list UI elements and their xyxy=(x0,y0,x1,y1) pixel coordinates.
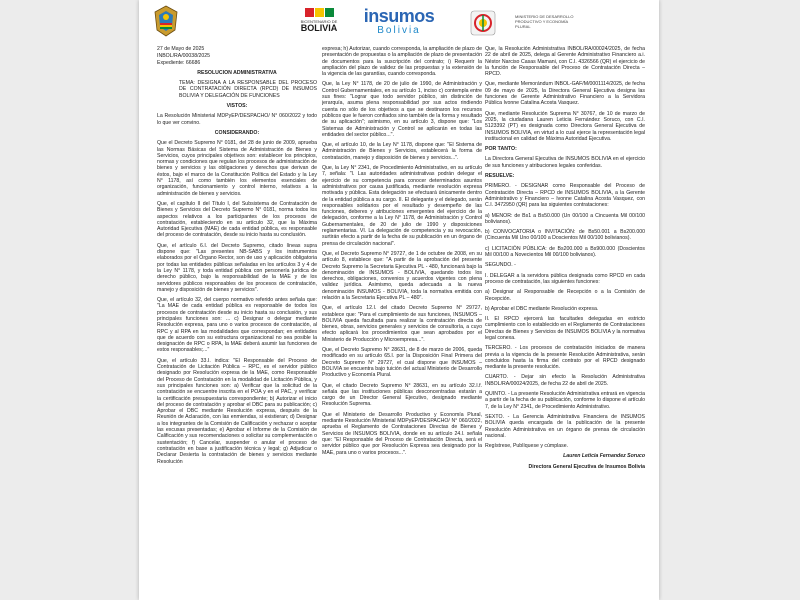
document-tema: TEMA: DESIGNA A LA RESPONSABLE DEL PROCESO DE CONTRATACIÓN DIRECTA (RPCD) DE INSUMOS BOLIVIA Y DELEGACIÓN DE FUNCIONES xyxy=(179,80,317,99)
resuelve-item: QUINTO. - La presente Resolución Administrativa entrará en vigencia a partir de la fecha de su publicación, conforme lo dispone el artículo 7, de la Ley N° 2341, de Procedimiento Administrativo. xyxy=(485,391,645,410)
bicentenario-country: BOLIVIA xyxy=(300,23,338,33)
header-logos xyxy=(139,0,659,44)
col2-paragraph: Que, el Decreto Supremo N° 28631, de 8 de marzo de 2006, queda modificado en su artículo 65.I. por la Disposición Final Primera del Decreto Supremo N° 29727, el cual dispone que INSUMOS – BOLIVIA se encuentra bajo tuición del actual Ministerio de Desarrollo Productivo y Economía Plural. xyxy=(322,347,482,379)
col2-paragraph: Que, la Ley N° 2341, de Procedimiento Administrativo, en su artículo 7, señala: "I. Las autoridades administrativas podrán delegar el ejercicio de su competencia para conocer determinados asuntos administrativos por causa justificada, mediante resolución expresa motivada y pública. Esta delegación se efectuará únicamente dentro de la entidad pública a su cargo. II. El delegante y el delegado, serán responsables solidarios por el resultado y desempeño de las funciones, deberes y atribuciones emergentes del ejercicio de la delegación, conforme a la Ley N° 1178, de Administración y Control Gubernamentales, de 20 de julio de 1990 y disposiciones reglamentarias. VI. La delegación de competencia y su revocación, surtirán efecto a partir de la fecha de su publicación en un órgano de prensa de circulación nacional". xyxy=(322,165,482,247)
bic-red-square xyxy=(305,8,314,17)
insumos-country: Bolivia xyxy=(377,25,421,36)
document-date: 27 de Mayo de 2025 xyxy=(157,46,205,52)
col2-paragraph: Que, la Ley N° 1178, de 20 de julio de 1990, de Administración y Control Gubernamentales, en su artículo 1, inciso c) contempla entre sus fines: "Lograr que todo servidor público, sin distinción de jerarquía, asuma plena responsabilidad por sus actos rindiendo cuenta no sólo de los objetivos a que se destinaron los recursos públicos que le fueron confiados sino también de la forma y resultado de su aplicación"; asimismo, en su artículo 3, dispone que: "Los Sistemas de Administración y Control se aplicarán en todas las entidades del sector público...". xyxy=(322,81,482,138)
bic-green-square xyxy=(325,8,334,17)
resuelve-item: a) MENOR: de Bs1 a Bs50.000 (Un 00/100 a Cincuenta Mil 00/100 bolivianos). xyxy=(485,212,645,225)
col3-paragraph: Que, mediante Memorándum INBOL-GAF/M/0001114/2025, de fecha 09 de mayo de 2025, la Directora General Ejecutiva designa las funciones de Gerente Administrativo Financiero a la Servidora Pública Ivonne Catalina Acosta Vasquez. xyxy=(485,81,645,107)
document-reference: INBOL/RA/00038/2025 xyxy=(157,53,211,60)
resuelve-item: SEGUNDO. - xyxy=(485,262,516,269)
col2-paragraph: Que, el citado Decreto Supremo N° 28631, en su artículo 32.I.f. señala que las instituciones públicas desconcentradas estarán a cargo de un Director General Ejecutivo, designado mediante Resolución Suprema. xyxy=(322,382,482,408)
resuelve-item: I. DELEGAR a la servidora pública designada como RPCD en cada proceso de contratación, las siguientes funciones: xyxy=(485,272,645,285)
col1-paragraph: Que, el artículo 6.I. del Decreto Supremo, citado líneas supra dispone que: "Las presentes NB-SABS y los instrumentos elaborados por el Órgano Rector, son de uso y aplicación obligatoria por todas las entidades públicas señaladas en los artículos 3 y 4 de la Ley N° 1178, y toda entidad pública con personería jurídica de derecho público, bajo la responsabilidad de la MAE y de los servidores públicos responsables de los procesos de contratación, manejo y disposición de bienes y servicios". xyxy=(157,242,317,293)
resuelve-heading: RESUELVE: xyxy=(485,173,515,180)
document-expediente: Expediente: 66686 xyxy=(157,59,201,66)
col3-paragraph: Que, mediante Resolución Suprema N° 30767, de 10 de marzo de 2025, la ciudadana Lauren Leticia Fernández Soruco, con C.I. 5123392 (PT) es designada como Directora General Ejecutiva de INSUMOS BOLIVIA, en virtud a lo cual ejerce la representación legal institucional en calidad de Máxima Autoridad Ejecutiva. xyxy=(485,110,645,142)
col2-paragraph: expresa; h) Autorizar, cuando corresponda, la ampliación de plazo de presentación de propuestas o la ampliación de plazo de presentación de documentos para la suscripción del contrato; i) Requerir la ampliación del plazo de validez de las propuestas y la extensión de la vigencia de las garantías, cuando corresponda. xyxy=(322,46,482,78)
resolution-text xyxy=(139,46,659,600)
vistos-text: La Resolución Ministerial MDPyEP/DESPACHO/ N° 060/2022 y todo lo que ver convino. xyxy=(157,113,317,126)
insumos-word: insumos xyxy=(363,6,435,26)
vistos-heading: VISTOS: xyxy=(226,103,248,110)
resuelve-item: c) LICITACIÓN PÚBLICA: de Bs200.000 a Bs900.000 (Doscientos Mil 00/100 a Novecientos Mil 00/100 bolivianos). xyxy=(485,245,645,259)
resuelve-item: b) Aprobar el DBC mediante Resolución expresa. xyxy=(485,305,599,312)
col2-paragraph: Que, el artículo 12.I. del citado Decreto Supremo N° 29727, establece que: "Para el cumplimiento de sus funciones, INSUMOS – BOLIVIA queda facultada para realizar la contratación directa de bienes, obras, servicios generales y servicios de consultoría, a cuyo efecto aplicará los procedimientos que sean aprobados por el Ministerio de Producción y Microempresa...". xyxy=(322,305,482,343)
col1-paragraph: Que, el artículo 33.I. indica: "El Responsable del Proceso de Contratación de Licitación Pública – RPC, es el servidor público designado por Resolución expresa de la MAE, como Responsable del Proceso de Contratación en la modalidad de Licitación Pública, y sus principales funciones son: a) Verificar que la solicitud de la contratación se encuentre inscrita en el POA y en el PAC, y verificar la certificación presupuestaria correspondiente; b) Autorizar el inicio del proceso de contratación y aprobar el DBC para su publicación; c) Aprobar el DBC mediante Resolución expresa, después de la Reunión de Aclaración, con las enmiendas, si existieran; d) Designar a los integrantes de la Comisión de Calificación y rechazar o aceptar las excusas presentadas; e) Aprobar el Informe de la Comisión de Calificación y sus recomendaciones o solicitar su complementación o sustentación; f) Cancelar, suspender o anular el proceso de contratación en base a justificación técnica y legal; g) Adjudicar o Declarar Desierta la contratación de bienes y servicios mediante Resolución xyxy=(157,357,317,465)
bicentenario-logo xyxy=(297,8,341,40)
document-title: RESOLUCION ADMINISTRATIVA xyxy=(197,69,277,76)
por-tanto-heading: POR TANTO: xyxy=(485,146,517,153)
ministerio-logo-icon xyxy=(469,8,511,38)
considerando-heading: CONSIDERANDO: xyxy=(214,129,260,136)
resuelve-item: b) CONVOCATORIA o INVITACIÓN: de Bs50.001 a Bs200.000 (Cincuenta Mil Uno 00/100 a Doscientos Mil 00/100 bolivianos). xyxy=(485,229,645,242)
signature-name: Lauren Leticia Fernandez Soruco xyxy=(563,453,645,460)
resuelve-item: CUARTO. - Dejar sin efecto la Resolución Administrativa INBOL/RA/00024/2025, de fecha 22 de abril de 2025. xyxy=(485,374,645,387)
col2-paragraph: Que, el artículo 10, de la Ley N° 1178, dispone que: "El Sistema de Administración de Bienes y Servicios, establecerá la forma de contratación, manejo y disposición de bienes y servicios...". xyxy=(322,142,482,161)
por-tanto-text: La Directora General Ejecutiva de INSUMOS BOLIVIA en el ejercicio de sus funciones y atribuciones legales conferidas. xyxy=(485,156,645,169)
col1-paragraph: Que el Decreto Supremo N° 0181, del 28 de junio de 2009, aprueba las Normas Básicas del Sistema de Administración de Bienes y Servicios, cuyos principales objetivos son: establecer los principios, normas y condiciones que regulan los procesos de administración de bienes y servicios y las obligaciones y derechos que derivan de éstos, bajo el marco de la Constitución Política del Estado y la Ley N° 1178, así como también los elementos esenciales de organización, funcionamiento y control interno, relativos a la administración de bienes y servicios. xyxy=(157,140,317,197)
insumos-bolivia-logo xyxy=(361,6,437,42)
column-3 xyxy=(485,46,645,600)
col2-paragraph: Que el Ministerio de Desarrollo Productivo y Economía Plural, mediante Resolución Ministerial MDPyEP/DESPACHO/ N° 060/2022, aprueba el Reglamento de Contrataciones Directas de Bienes y Servicios de INSUMOS BOLIVIA, donde en su artículo 24.I. señala que: "El Responsable del Proceso de Contratación Directa, será el servidor público que por Resolución Expresa sea designado por la MAE, para uno o varios procesos...". xyxy=(322,411,482,456)
column-2 xyxy=(322,46,482,600)
col2-paragraph: Que, el Decreto Supremo N° 29727, de 1 de octubre de 2008, en su artículo 8, establece que: "A partir de la aprobación del presente Decreto Supremo la Secretaria Ejecutiva PL - 480, funcionará bajo la denominación de INSUMOS - BOLIVIA, quedando todos los derechos, obligaciones, convenios y acuerdos vigentes con plena validez jurídica. Asimismo, queda adecuada a la nueva denominación INSUMOS - BOLIVIA, toda la normativa emitida con relación a la Secretaria Ejecutiva PL – 480". xyxy=(322,250,482,301)
newspaper-page xyxy=(139,0,659,600)
bicentenario-squares xyxy=(297,8,341,17)
resuelve-item: SEXTO. - La Gerencia Administrativa Financiera de INSUMOS BOLIVIA queda encargada de la publicación de la presente Resolución Administrativa en un órgano de prensa de circulación nacional. xyxy=(485,413,645,439)
col1-paragraph: Que, el capítulo II del Título I, del Subsistema de Contratación de Bienes y Servicios del Decreto Supremo N° 0181, norma todos los aspectos relativos a los participantes de los procesos de contratación, estableciendo en su artículo 32, que la Máxima Autoridad Ejecutiva (MAE) de cada entidad pública, es responsable del proceso de contratación, desde su inicio hasta su conclusión. xyxy=(157,200,317,239)
bic-yellow-square xyxy=(315,8,324,17)
resuelve-item: II. El RPCD ejercerá las facultades delegadas en estricto cumplimiento con lo establecido en el Reglamento de Contrataciones Directas de Bienes y Servicios de INSUMOS BOLIVIA y la normativa legal conexa. xyxy=(485,316,645,341)
resuelve-item: TERCERO. - Los procesos de contratación iniciados de manera previa a la vigencia de la presente Resolución Administrativa, serán concluidos hasta la firma del contrato por el RPCD designado mediante la presente resolución. xyxy=(485,345,645,371)
col3-paragraph: Que, la Resolución Administrativa INBOL/RA/00024/2025, de fecha 22 de abril de 2025, delega al Gerente Administrativo Financiero a.i. Néstor Narciso Casas Mamani, con C.I. 4326566 (QR) el ejercicio de la función de Responsable del Proceso de Contratación Directa – RPCD. xyxy=(485,46,645,78)
resuelve-item: Regístrese, Publíquese y cúmplase. xyxy=(485,443,569,450)
ministerio-label: MINISTERIO DE DESARROLLO PRODUCTIVO Y ECONOMÍA PLURAL xyxy=(515,14,574,29)
column-1 xyxy=(157,46,317,600)
resuelve-item: PRIMERO. - DESIGNAR como Responsable del Proceso de Contratación Directa – RPCD de INSUMOS BOLIVIA, a la Gerente Administrativo y Financiero – Ivonne Catalina Acosta Vasquez, con C.I. 3472950 (QR) para las siguientes contrataciones: xyxy=(485,183,645,209)
bicentenario-label: BICENTENARIO DE xyxy=(300,19,338,24)
bolivia-coat-of-arms-icon xyxy=(153,4,179,38)
signature-title: Directora General Ejecutiva de Insumos Bolivia xyxy=(528,463,645,470)
resuelve-item: a) Designar al Responsable de Recepción o a la Comisión de Recepción. xyxy=(485,289,645,302)
col1-paragraph: Que, el artículo 32, del cuerpo normativo referido antes señala que: "La MAE de cada entidad pública es responsable de todos los procesos de contratación desde su inicio hasta su conclusión, y sus principales funciones son: ... c) Designar o delegar mediante Resolución expresa, para uno o varios procesos de contratación, al RPC y al RPA en las modalidades que correspondan; en entidades que de acuerdo con su estructura organizacional no sea posible la designación de RPC o RPA, la MAE deberá asumir las funciones de estos responsables;..." xyxy=(157,297,317,354)
